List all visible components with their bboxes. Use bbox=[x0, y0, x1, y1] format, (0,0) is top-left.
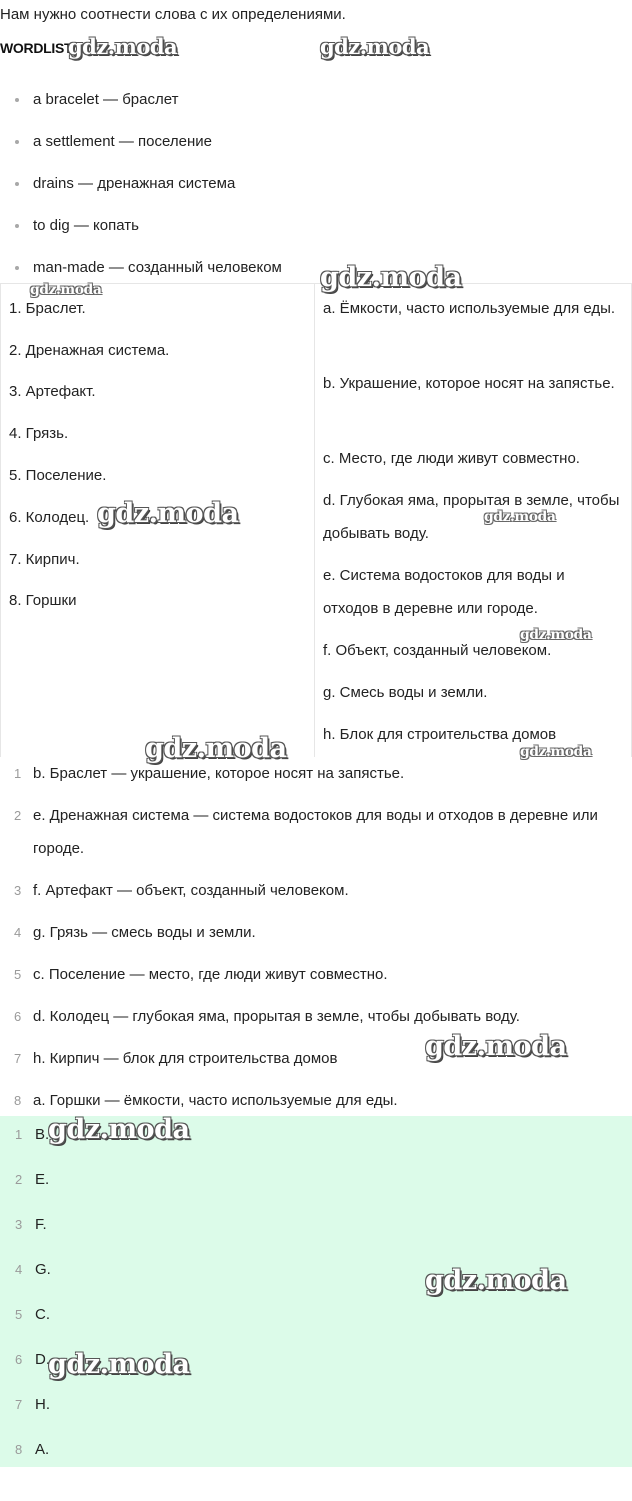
list-item bbox=[0, 1206, 632, 1251]
final-answers-list bbox=[0, 1116, 632, 1476]
term-item: 2. Дренажная система. bbox=[9, 342, 170, 359]
list-item bbox=[0, 958, 632, 991]
answer-letter: A. bbox=[35, 1441, 50, 1458]
item-number: 1 bbox=[15, 1127, 23, 1142]
list-item bbox=[0, 1084, 632, 1117]
watermark: gdz.moda bbox=[320, 34, 430, 59]
list-item bbox=[0, 1431, 632, 1476]
answer-text: f. Артефакт — объект, созданный человеком. bbox=[33, 882, 349, 899]
watermark: gdz.moda bbox=[484, 509, 556, 525]
bullet-icon bbox=[15, 266, 19, 270]
definition-item: e. Система водостоков для воды и отходов в деревне или городе. bbox=[323, 567, 565, 617]
item-number: 7 bbox=[15, 1397, 23, 1412]
list-item bbox=[0, 1116, 632, 1161]
term-item: 4. Грязь. bbox=[9, 425, 69, 442]
answer-letter: C. bbox=[35, 1306, 50, 1323]
item-number: 2 bbox=[14, 808, 22, 823]
watermark: gdz.moda bbox=[145, 733, 287, 764]
definitions-column bbox=[315, 284, 632, 757]
wordlist-title: WORDLIST bbox=[0, 40, 73, 56]
watermark: gdz.moda bbox=[425, 1265, 567, 1296]
list-item bbox=[0, 1251, 632, 1296]
answer-letter: D. bbox=[35, 1351, 50, 1368]
bullet-icon bbox=[15, 182, 19, 186]
answer-text: a. Горшки — ёмкости, часто используемые для еды. bbox=[33, 1092, 398, 1109]
term-item: 1. Браслет. bbox=[9, 300, 86, 317]
item-number: 6 bbox=[15, 1352, 23, 1367]
list-item bbox=[0, 206, 632, 248]
bullet-icon bbox=[15, 98, 19, 102]
watermark: gdz.moda bbox=[97, 498, 239, 529]
answer-text: d. Колодец — глубокая яма, прорытая в земле, чтобы добывать воду. bbox=[33, 1008, 520, 1025]
definition-item: d. Глубокая яма, прорытая в земле, чтобы добывать воду. bbox=[323, 492, 620, 542]
item-number: 3 bbox=[15, 1217, 23, 1232]
answer-letter: G. bbox=[35, 1261, 51, 1278]
term-item: 5. Поселение. bbox=[9, 467, 107, 484]
term-item: 7. Кирпич. bbox=[9, 551, 80, 568]
watermark: gdz.moda bbox=[425, 1031, 567, 1062]
watermark: gdz.moda bbox=[520, 627, 592, 643]
list-item bbox=[0, 874, 632, 907]
answer-letter: E. bbox=[35, 1171, 50, 1188]
item-number: 5 bbox=[15, 1307, 23, 1322]
list-item bbox=[0, 1341, 632, 1386]
watermark: gdz.moda bbox=[48, 1114, 190, 1145]
word-entry: drains — дренажная система bbox=[33, 175, 236, 192]
answer-text: c. Поселение — место, где люди живут совместно. bbox=[33, 966, 388, 983]
list-item bbox=[0, 164, 632, 206]
watermark: gdz.moda bbox=[48, 1349, 190, 1380]
term-item: 3. Артефакт. bbox=[9, 383, 96, 400]
list-item bbox=[0, 1000, 632, 1033]
wordlist bbox=[0, 80, 632, 290]
answer-text: e. Дренажная система — система водостоков для воды и отходов в деревне или городе. bbox=[33, 807, 598, 857]
bullet-icon bbox=[15, 224, 19, 228]
definition-item: a. Ёмкости, часто используемые для еды. bbox=[323, 300, 616, 317]
list-item bbox=[0, 1296, 632, 1341]
list-item bbox=[0, 799, 632, 865]
word-entry: a bracelet — браслет bbox=[33, 91, 179, 108]
definition-item: f. Объект, созданный человеком. bbox=[323, 642, 552, 659]
intro-text: Нам нужно соотнести слова с их определениями. bbox=[0, 6, 346, 23]
answer-text: g. Грязь — смесь воды и земли. bbox=[33, 924, 256, 941]
item-number: 5 bbox=[14, 967, 22, 982]
definition-item: g. Смесь воды и земли. bbox=[323, 684, 488, 701]
list-item bbox=[0, 757, 632, 790]
answer-text: h. Кирпич — блок для строительства домов bbox=[33, 1050, 338, 1067]
terms-column bbox=[0, 284, 315, 757]
item-number: 4 bbox=[15, 1262, 23, 1277]
watermark: gdz.moda bbox=[30, 282, 102, 298]
watermark: gdz.moda bbox=[320, 262, 462, 293]
item-number: 8 bbox=[15, 1442, 23, 1457]
list-item bbox=[0, 1161, 632, 1206]
list-item bbox=[0, 122, 632, 164]
watermark: gdz.moda bbox=[68, 34, 178, 59]
item-number: 1 bbox=[14, 766, 22, 781]
item-number: 4 bbox=[14, 925, 22, 940]
item-number: 7 bbox=[14, 1051, 22, 1066]
list-item bbox=[0, 1386, 632, 1431]
answer-letter: H. bbox=[35, 1396, 50, 1413]
list-item bbox=[0, 1042, 632, 1075]
term-item: 8. Горшки bbox=[9, 592, 77, 609]
answer-text: b. Браслет — украшение, которое носят на запястье. bbox=[33, 765, 405, 782]
item-number: 2 bbox=[15, 1172, 23, 1187]
definition-item: c. Место, где люди живут совместно. bbox=[323, 450, 580, 467]
definition-item: b. Украшение, которое носят на запястье. bbox=[323, 375, 615, 392]
word-entry: man-made — созданный человеком bbox=[33, 259, 282, 276]
term-item: 6. Колодец. bbox=[9, 509, 90, 526]
word-entry: a settlement — поселение bbox=[33, 133, 212, 150]
final-answers-box bbox=[0, 1116, 632, 1467]
word-entry: to dig — копать bbox=[33, 217, 139, 234]
item-number: 6 bbox=[14, 1009, 22, 1024]
matched-answers-list bbox=[0, 755, 632, 1117]
definition-item: h. Блок для строительства домов bbox=[323, 726, 557, 743]
matching-table bbox=[0, 283, 632, 757]
bullet-icon bbox=[15, 140, 19, 144]
answer-letter: F. bbox=[35, 1216, 47, 1233]
list-item bbox=[0, 916, 632, 949]
item-number: 3 bbox=[14, 883, 22, 898]
watermark: gdz.moda bbox=[520, 744, 592, 760]
list-item bbox=[0, 80, 632, 122]
answer-letter: B. bbox=[35, 1126, 50, 1143]
item-number: 8 bbox=[14, 1093, 22, 1108]
